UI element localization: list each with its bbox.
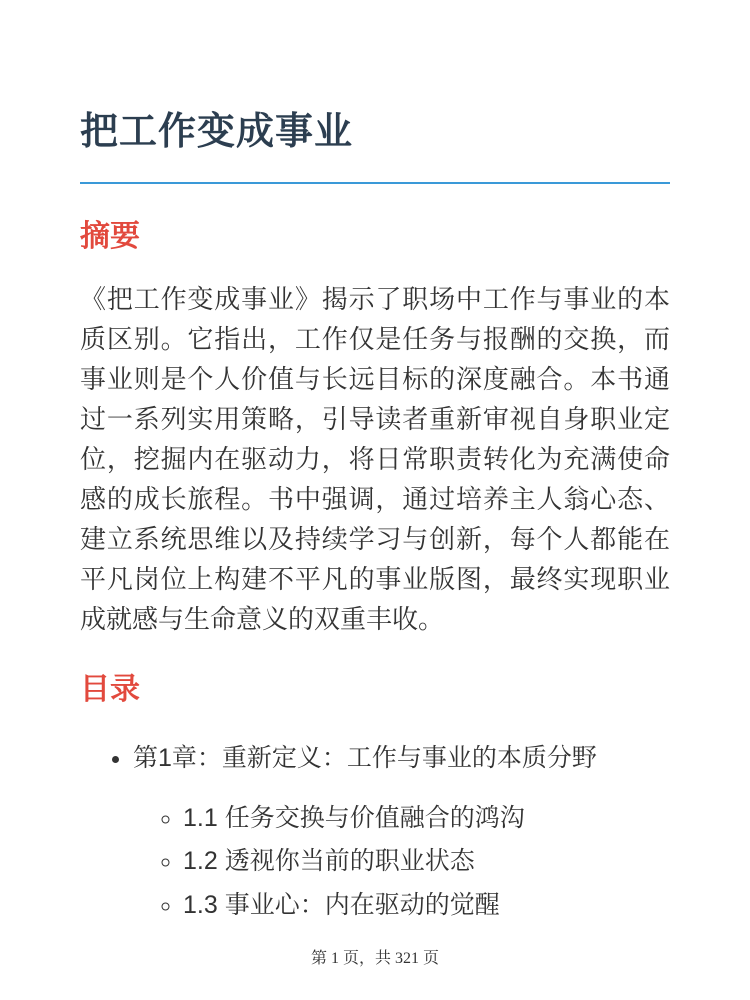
toc-chapter-item: [133, 742, 670, 921]
title-divider: [80, 182, 670, 184]
page-title: 把工作变成事业: [80, 111, 354, 153]
summary-paragraph: 《把工作变成事业》揭示了职场中工作与事业的本质区别。它指出，工作仅是任务与报酬的交换，而事业则是个人价值与长远目标的深度融合。本书通过一系列实用策略，引导读者重新审视自身职业定位，挖掘内在驱动力，将日常职责转化为充满使命感的成长旅程。书中强调，通过培养主人翁心态、建立系统思维以及持续学习与创新，每个人都能在平凡岗位上构建不平凡的事业版图，最终实现职业成就感与生命意义的双重丰收。: [80, 284, 670, 635]
summary-heading: 摘要: [80, 220, 140, 254]
toc-section-item: ◦ 1.3 事业心：内在驱动的觉醒: [183, 889, 670, 922]
toc-heading: 目录: [80, 673, 140, 707]
page-number-indicator: 第 1 页，共 321 页: [310, 950, 439, 967]
toc-chapter-label: 第1章：重新定义：工作与事业的本质分野: [133, 744, 597, 773]
toc-section-item: ◦ 1.1 任务交换与价值融合的鸿沟: [183, 802, 670, 835]
toc-chapter-sections: [133, 802, 670, 922]
toc-list: [80, 742, 670, 921]
toc-section-item: ◦ 1.2 透视你当前的职业状态: [183, 845, 670, 878]
